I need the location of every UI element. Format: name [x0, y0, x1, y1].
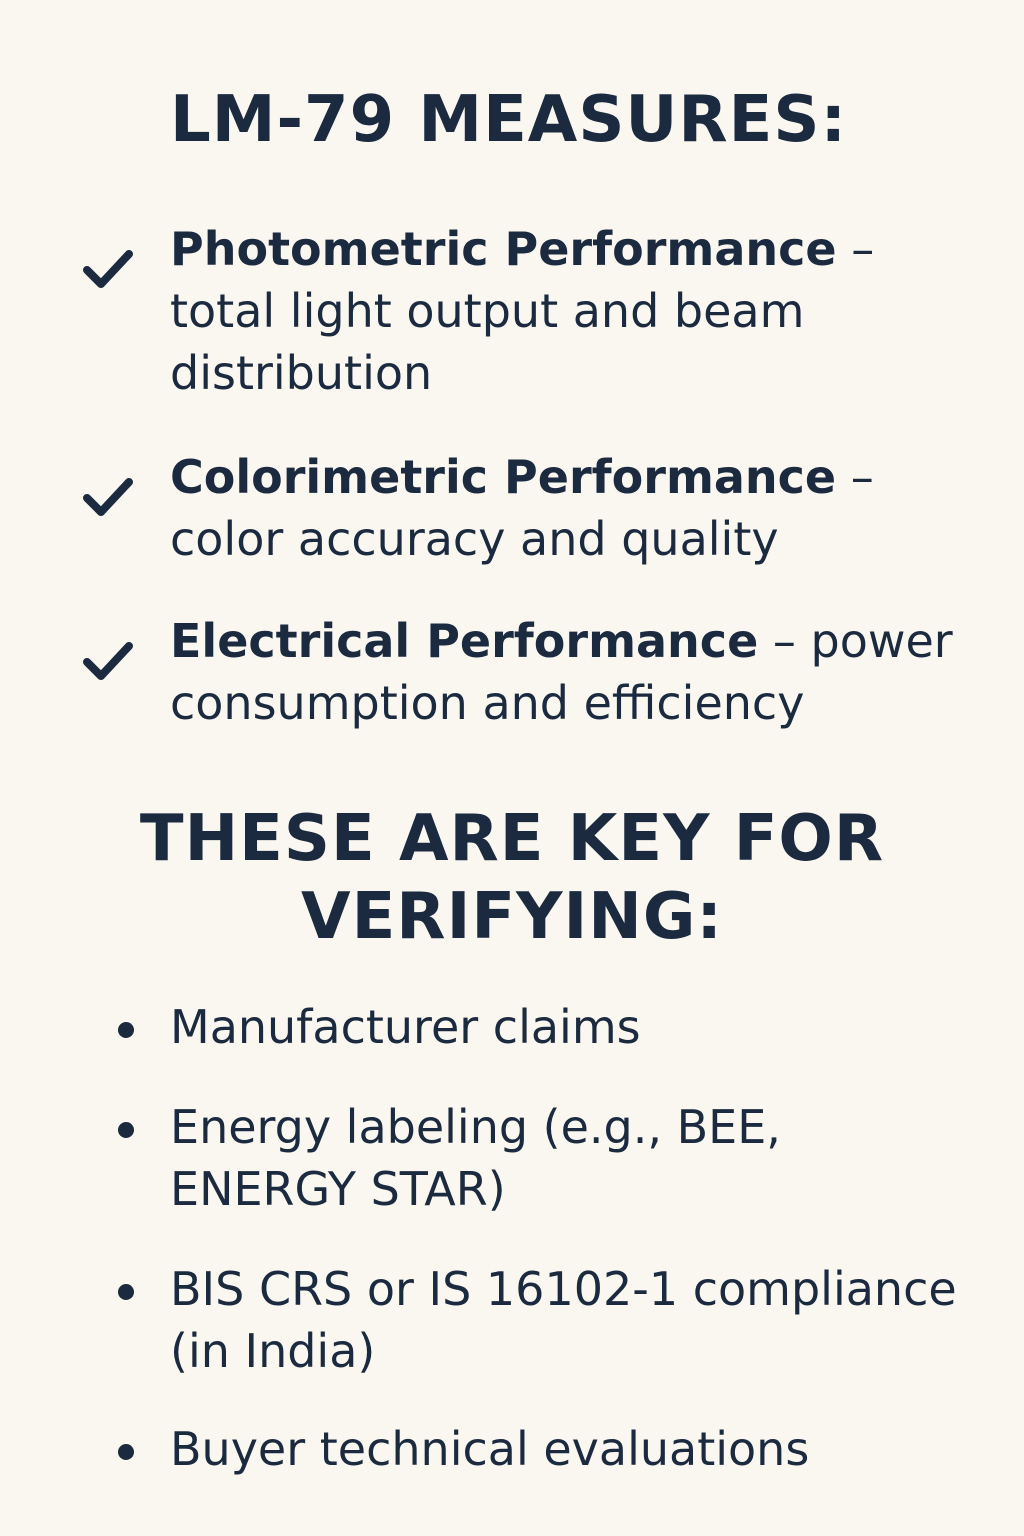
measure-title: Photometric Performance — [170, 222, 837, 276]
measures-heading: LM-79 MEASURES: — [170, 83, 848, 157]
list-item-text: Buyer technical evaluations — [170, 1422, 810, 1476]
measure-text — [170, 218, 960, 404]
measure-title: Colorimetric Performance — [170, 450, 837, 504]
verifying-heading: THESE ARE KEY FOR VERIFYING: — [139, 802, 885, 954]
bullet-icon — [118, 1284, 134, 1300]
measure-description: power consumption and efficiency — [170, 614, 953, 730]
list-item-text: BIS CRS or IS 16102-1 compliance (in India) — [170, 1262, 957, 1378]
measure-description: total light output and beam distribution — [170, 284, 805, 400]
measure-separator: – — [836, 222, 875, 276]
measure-description: color accuracy and quality — [170, 512, 779, 566]
measure-title: Electrical Performance — [170, 614, 759, 668]
measure-separator: – — [836, 450, 874, 504]
check-icon — [82, 638, 134, 684]
bullet-icon — [118, 1122, 134, 1138]
list-item-text: Manufacturer claims — [170, 1000, 641, 1054]
measure-separator: – — [758, 614, 811, 668]
measure-text — [170, 446, 960, 570]
bullet-icon — [118, 1022, 134, 1038]
measure-text — [170, 610, 960, 734]
check-icon — [82, 474, 134, 520]
list-item-text: Energy labeling (e.g., BEE, ENERGY STAR) — [170, 1100, 781, 1216]
check-icon — [82, 246, 134, 292]
bullet-icon — [118, 1444, 134, 1460]
